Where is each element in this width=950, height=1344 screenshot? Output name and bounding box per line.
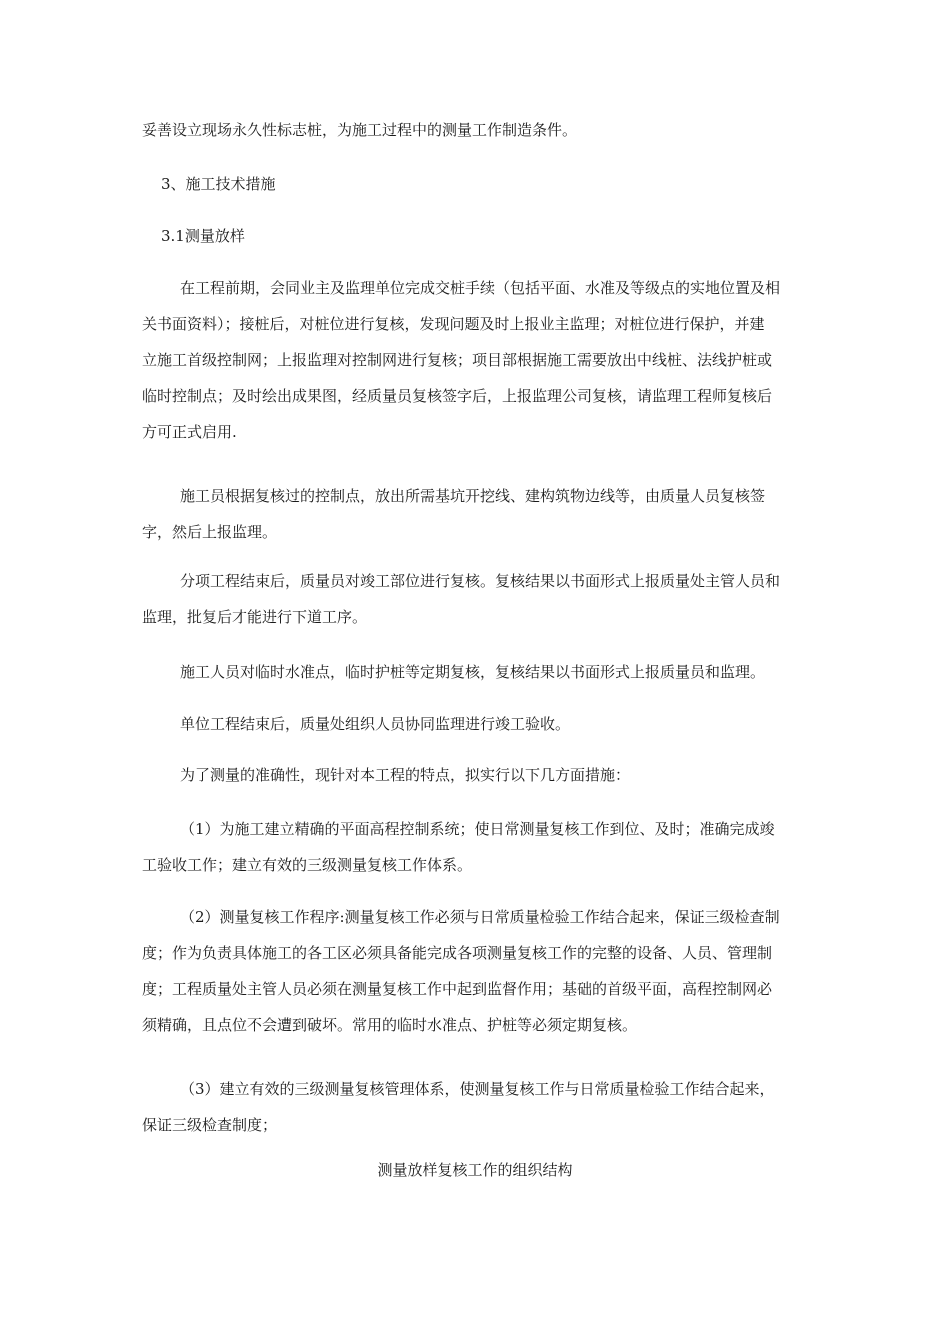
text-line: 方可正式启用. — [142, 423, 237, 441]
measure-item-3 — [142, 1071, 824, 1143]
text-line: 度；工程质量处主管人员必须在测量复核工作中起到监督作用；基础的首级平面，高程控制网必 — [142, 980, 773, 998]
text-line: 单位工程结束后，质量处组织人员协同监理进行竣工验收。 — [180, 715, 571, 733]
paragraph-benchmark-review — [142, 654, 824, 690]
text-line: 关书面资料）；接桩后，对桩位进行复核，发现问题及时上报业主监理；对桩位进行保护，并建 — [142, 315, 765, 333]
text-line: 为了测量的准确性，现针对本工程的特点，拟实行以下几方面措施： — [180, 766, 631, 784]
paragraph-control-points — [142, 478, 824, 550]
text-line: 施工人员对临时水准点，临时护桩等定期复核，复核结果以书面形式上报质量员和监理。 — [180, 663, 766, 681]
paragraph-subitem-review — [142, 563, 824, 635]
text-line: 施工员根据复核过的控制点，放出所需基坑开挖线、建构筑物边线等，由质量人员复核签 — [180, 487, 766, 505]
text-line: 监理，批复后才能进行下道工序。 — [142, 608, 368, 626]
text-line: 工验收工作；建立有效的三级测量复核工作体系。 — [142, 856, 473, 874]
text-line: 立施工首级控制网；上报监理对控制网进行复核；项目部根据施工需要放出中线桩、法线护桩或 — [142, 351, 773, 369]
text-line: 临时控制点；及时绘出成果图，经质量员复核签字后，上报监理公司复核，请监理工程师复核后 — [142, 387, 773, 405]
intro-line: 妥善设立现场永久性标志桩，为施工过程中的测量工作制造条件。 — [142, 121, 578, 139]
section-heading-3: 3、施工技术措施 — [161, 175, 276, 193]
measure-item-1 — [142, 811, 824, 883]
text-line: （2）测量复核工作程序:测量复核工作必须与日常质量检验工作结合起来，保证三级检查制 — [180, 908, 780, 926]
paragraph-measures-intro — [142, 757, 824, 793]
text-line: 分项工程结束后，质量员对竣工部位进行复核。复核结果以书面形式上报质量处主管人员和 — [180, 572, 781, 590]
text-line: 度；作为负责具体施工的各工区必须具备能完成各项测量复核工作的完整的设备、人员、管理制 — [142, 944, 773, 962]
measure-item-2 — [142, 899, 824, 1043]
text-line: （3）建立有效的三级测量复核管理体系，使测量复核工作与日常质量检验工作结合起来， — [180, 1080, 775, 1098]
text-line: 须精确，且点位不会遭到破坏。常用的临时水准点、护桩等必须定期复核。 — [142, 1016, 638, 1034]
text-line: 保证三级检查制度； — [142, 1116, 278, 1134]
text-line: 在工程前期，会同业主及监理单位完成交桩手续（包括平面、水准及等级点的实地位置及相 — [180, 279, 781, 297]
figure-caption: 测量放样复核工作的组织结构 — [377, 1161, 573, 1179]
text-line: （1）为施工建立精确的平面高程控制系统；使日常测量复核工作到位、及时；准确完成竣 — [180, 820, 775, 838]
section-heading-3-1: 3.1测量放样 — [161, 227, 245, 245]
paragraph-handover — [142, 270, 824, 450]
paragraph-acceptance — [142, 706, 824, 742]
text-line: 字，然后上报监理。 — [142, 523, 278, 541]
